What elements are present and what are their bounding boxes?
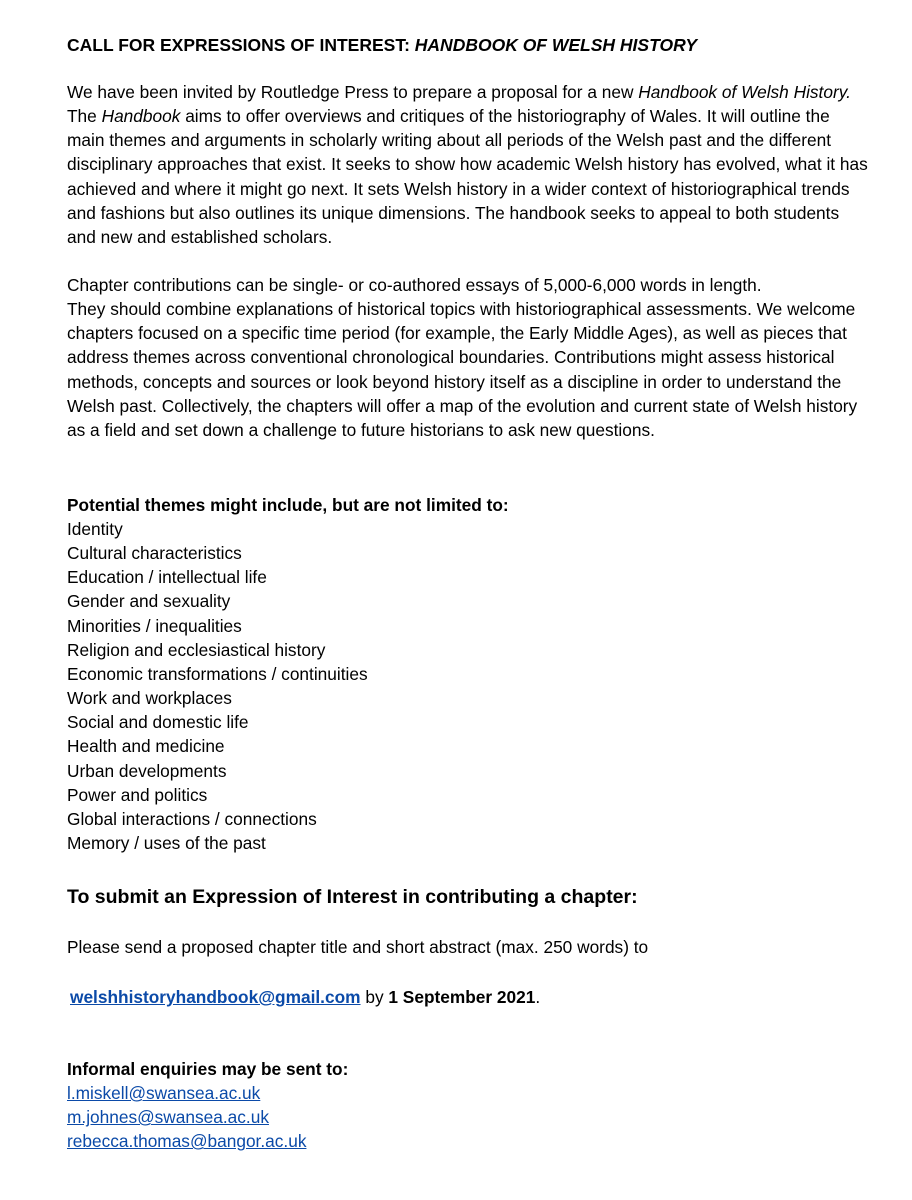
title-prefix: CALL FOR EXPRESSIONS OF INTEREST: xyxy=(67,35,415,55)
theme-item: Cultural characteristics xyxy=(67,543,242,564)
theme-item: Urban developments xyxy=(67,760,227,781)
submission-email-link[interactable]: welshhistoryhandbook@gmail.com xyxy=(70,987,361,1007)
theme-item: Memory / uses of the past xyxy=(67,833,266,854)
themes-list xyxy=(67,517,868,855)
chapters-description: They should combine explanations of historical topics with historiographical assessments. We welcome chapters focused on a specific time period (for example, the Early Middle Ages), as well as pieces that address themes across conventional chronological boundaries. Contributions might assess historical methods, concepts and sources or look beyond history itself as a discipline in order to understand the Welsh past. Collectively, the chapters will offer a map of the evolution and current state of Welsh history as a field and set down a challenge to future historians to ask new questions. xyxy=(67,299,858,440)
document-title xyxy=(67,33,868,57)
theme-item: Minorities / inequalities xyxy=(67,615,242,636)
enquiries-email-list xyxy=(67,1081,868,1153)
intro-text-3: aims to offer overviews and critiques of the historiography of Wales. It will outline the main themes and arguments in scholarly writing about all periods of the Welsh past and the different disciplinary approaches that exist. It seeks to show how academic Welsh history has evolved, what it has achieved and where it might go next. It sets Welsh history in a wider context of historiographical trends and fashions but also outlines its unique dimensions. The handbook seeks to appeal to both students and new and established scholars. xyxy=(67,106,868,247)
title-handbook-name: HANDBOOK OF WELSH HISTORY xyxy=(414,35,698,55)
theme-item: Social and domestic life xyxy=(67,712,249,733)
intro-handbook-title: Handbook of Welsh History. xyxy=(638,82,851,102)
submit-period: . xyxy=(535,987,541,1007)
enquiry-email-link[interactable]: l.miskell@swansea.ac.uk xyxy=(67,1083,261,1103)
enquiry-contact xyxy=(67,1105,868,1129)
submit-instruction: Please send a proposed chapter title and short abstract (max. 250 words) to xyxy=(67,937,649,957)
theme-item: Gender and sexuality xyxy=(67,591,231,612)
theme-item: Work and workplaces xyxy=(67,688,232,709)
submit-email-line xyxy=(70,985,868,1009)
intro-text-1: We have been invited by Routledge Press to prepare a proposal for a new xyxy=(67,82,639,102)
submit-by-text: by xyxy=(360,987,389,1007)
intro-paragraph xyxy=(67,80,868,249)
enquiry-contact xyxy=(67,1129,868,1153)
theme-item: Economic transformations / continuities xyxy=(67,663,368,684)
theme-item: Health and medicine xyxy=(67,736,225,757)
theme-item: Education / intellectual life xyxy=(67,567,267,588)
theme-item: Global interactions / connections xyxy=(67,808,317,829)
enquiries-heading: Informal enquiries may be sent to: xyxy=(67,1059,349,1079)
enquiry-email-link[interactable]: rebecca.thomas@bangor.ac.uk xyxy=(67,1131,307,1152)
submit-heading: To submit an Expression of Interest in contributing a chapter: xyxy=(67,886,638,908)
themes-heading: Potential themes might include, but are not limited to: xyxy=(67,495,509,515)
chapters-length-line: Chapter contributions can be single- or co-authored essays of 5,000-6,000 words in length. xyxy=(67,275,762,295)
enquiry-email-link[interactable]: m.johnes@swansea.ac.uk xyxy=(67,1107,269,1128)
intro-handbook-word: Handbook xyxy=(101,106,181,127)
chapters-paragraph xyxy=(67,273,868,442)
theme-item: Power and politics xyxy=(67,784,208,805)
deadline-date: 1 September 2021 xyxy=(388,987,536,1007)
enquiry-contact xyxy=(67,1081,868,1105)
theme-item: Religion and ecclesiastical history xyxy=(67,639,326,660)
theme-item: Identity xyxy=(67,519,123,539)
intro-text-2: The xyxy=(67,106,102,127)
